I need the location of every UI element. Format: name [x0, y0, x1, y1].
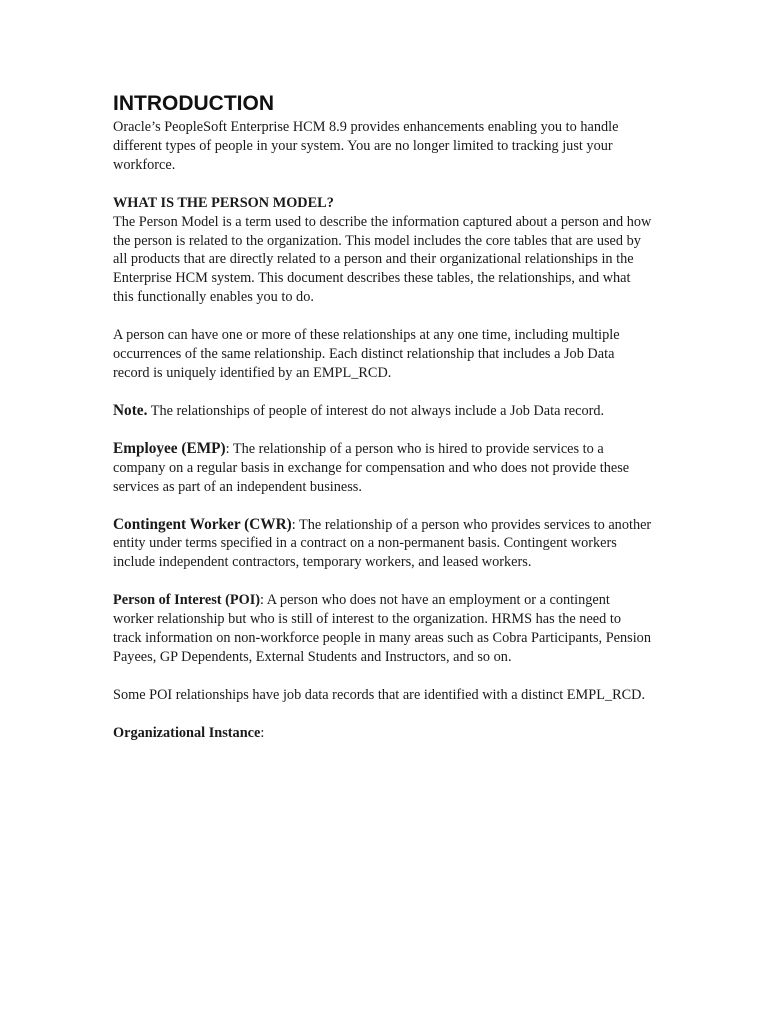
- note-paragraph: [113, 402, 653, 421]
- org-instance-paragraph: [113, 724, 653, 743]
- org-instance-term: Organizational Instance: [113, 724, 261, 741]
- definition-employee: [113, 440, 653, 497]
- poi-note-paragraph: Some POI relationships have job data records that are identified with a distinct EMPL_RCD.: [113, 686, 646, 703]
- section-heading: WHAT IS THE PERSON MODEL?: [113, 194, 334, 211]
- note-label: Note.: [113, 401, 148, 419]
- relationships-paragraph: A person can have one or more of these relationships at any one time, including multiple occurrences of the same relationship. Each distinct relationship that includes a Job Data record is uniquely identified by an EMPL_RCD.: [113, 327, 620, 381]
- page-title: INTRODUCTION: [113, 92, 274, 115]
- person-model-paragraph: The Person Model is a term used to describe the information captured about a person and how the person is related to the organization. This model includes the core tables that are used by all products that are directly related to a person and their organizational relationships in the Enterprise HCM system. This document describes these tables, the relationships, and what this functionally enables you to do.: [113, 213, 652, 306]
- definition-contingent-worker: [113, 516, 653, 573]
- definition-text: : The relationship of a person who provides services to another entity under terms specified in a contract on a non-permanent basis. Contingent workers include independent contractors, temporary workers, and leased workers.: [113, 516, 652, 571]
- definition-person-of-interest: [113, 591, 653, 667]
- definition-text: : The relationship of a person who is hired to provide services to a company on a regular basis in exchange for compensation and who does not provide these services as part of an independent business.: [113, 440, 630, 495]
- note-text: The relationships of people of interest do not always include a Job Data record.: [147, 402, 605, 419]
- definition-text: : A person who does not have an employment or a contingent worker relationship but who is still of interest to the organization. HRMS has the need to track information on non-workforce people in many areas such as Cobra Participants, Pension Payees, GP Dependents, External Students and Instructors, and so on.: [113, 592, 651, 665]
- definition-term: Employee (EMP): [113, 439, 226, 457]
- definition-term: Contingent Worker (CWR): [113, 515, 292, 533]
- org-instance-suffix: :: [260, 724, 265, 741]
- document-body: [113, 90, 653, 743]
- intro-paragraph: Oracle’s PeopleSoft Enterprise HCM 8.9 provides enhancements enabling you to handle different types of people in your system. You are no longer limited to tracking just your workforce.: [113, 119, 619, 173]
- definition-term: Person of Interest (POI): [113, 592, 261, 609]
